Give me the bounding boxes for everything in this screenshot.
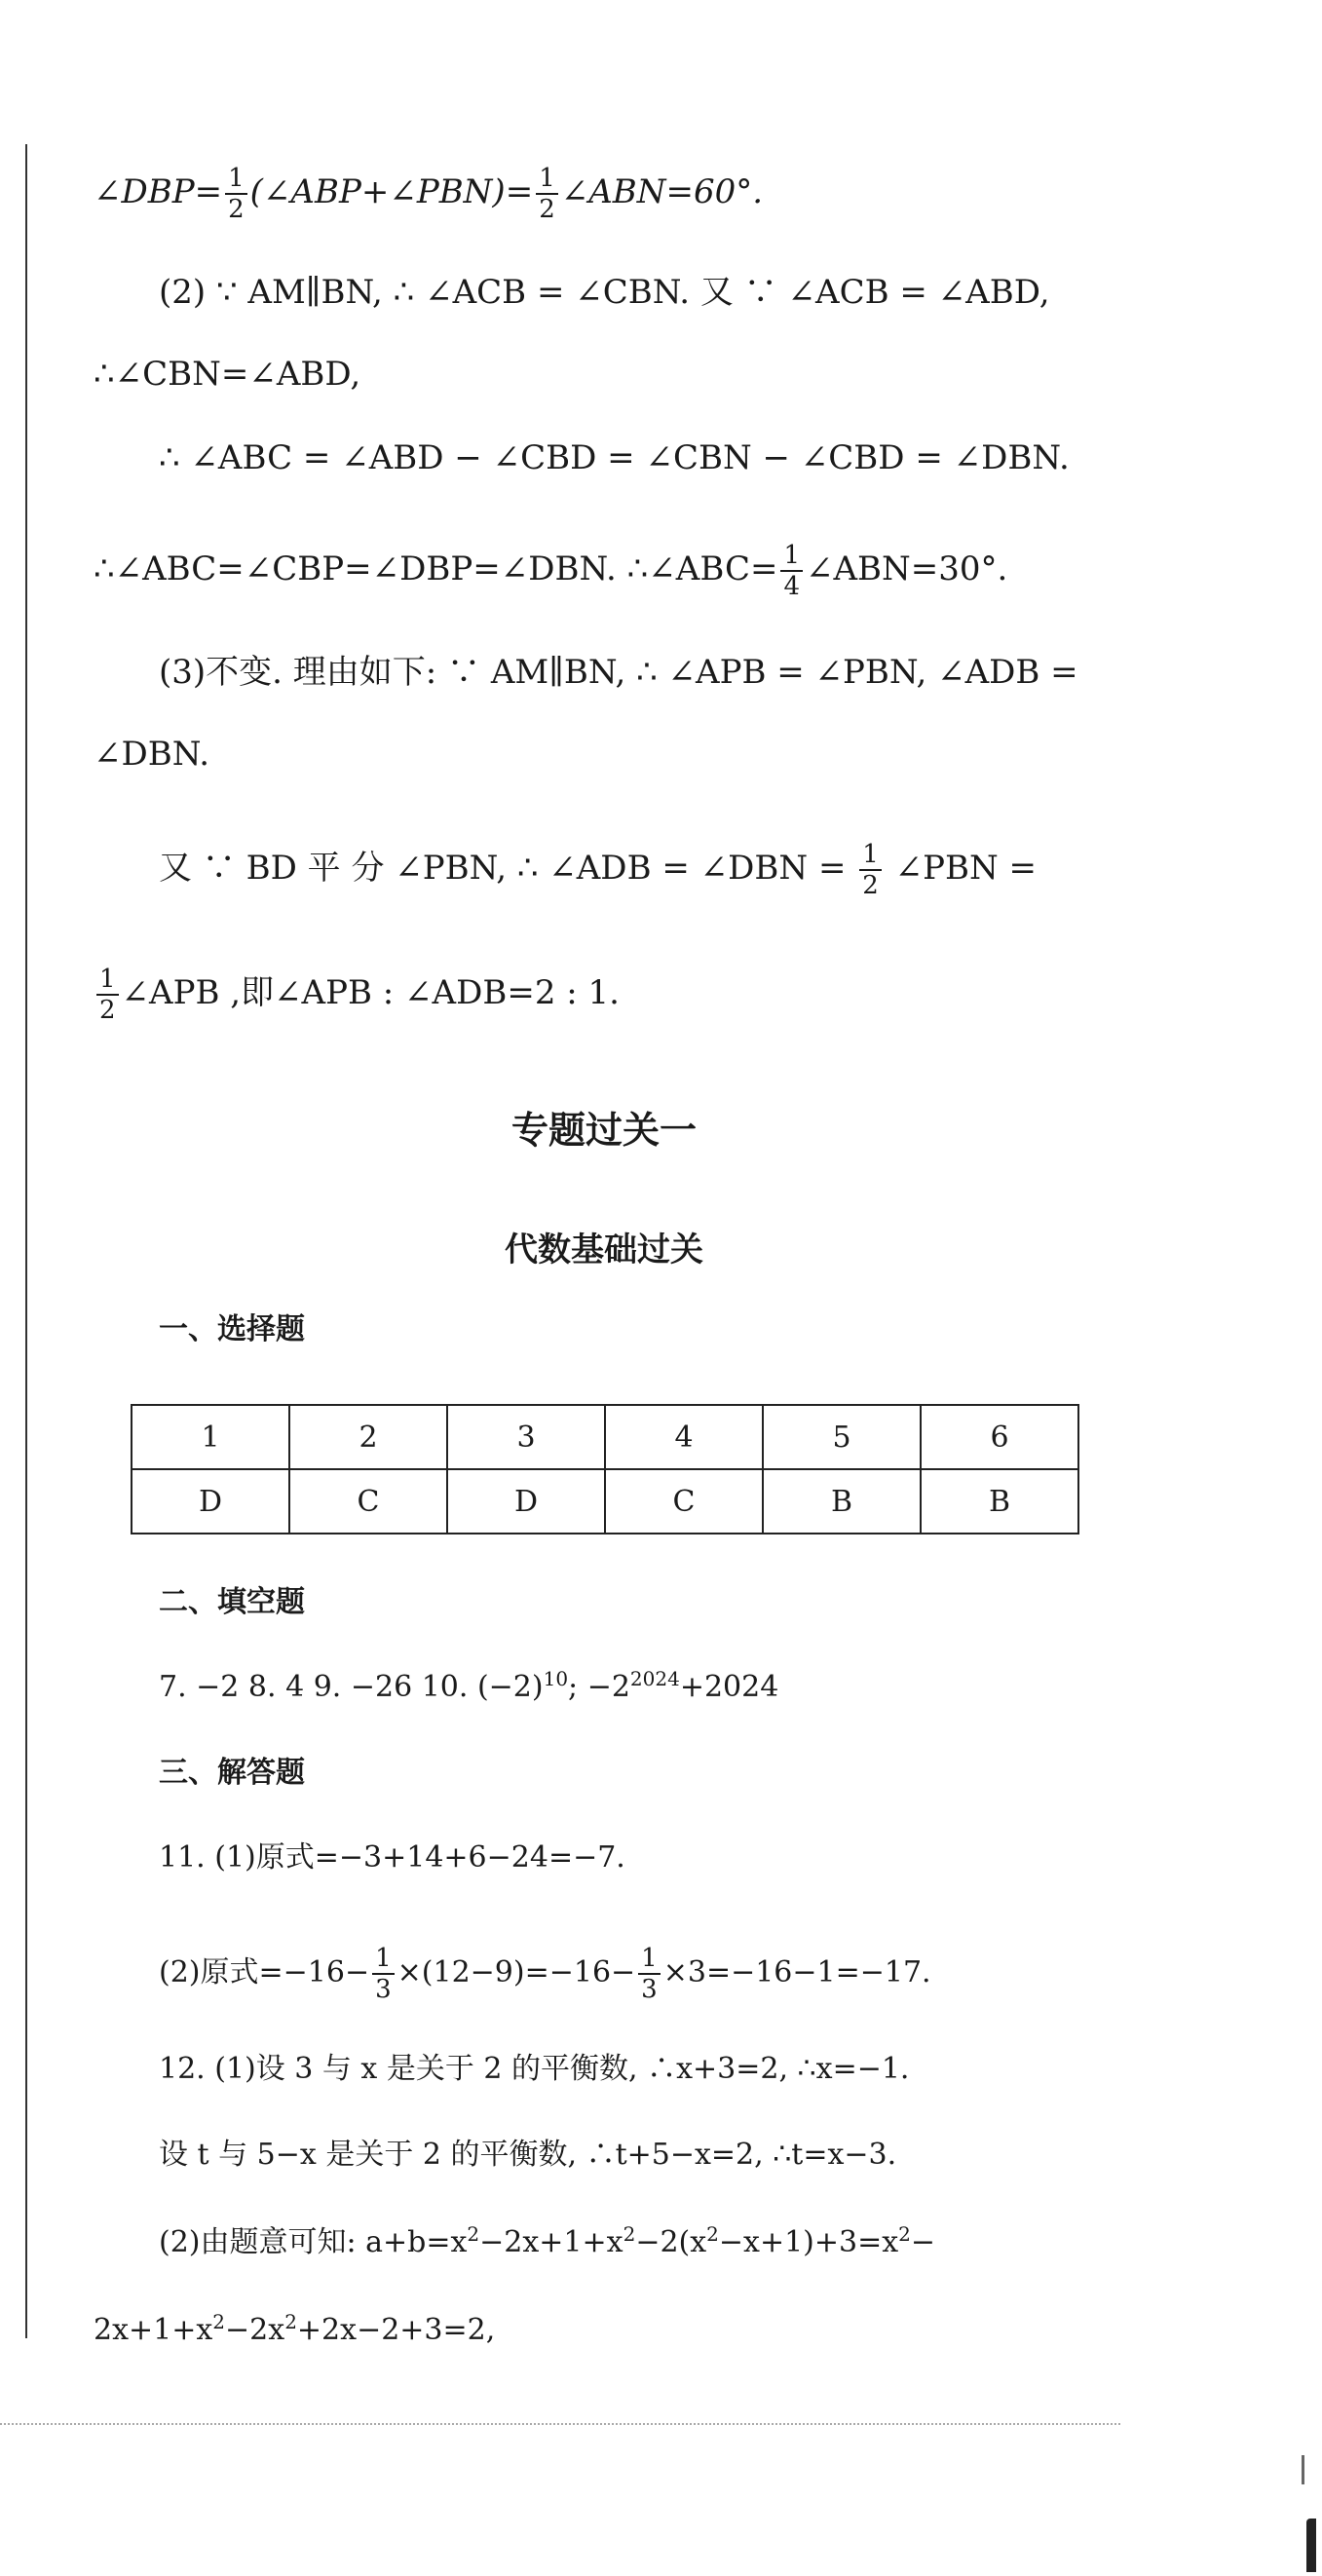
page-bottom-dotted-divider [0,2423,1120,2425]
exponent: 10 [543,1667,569,1690]
fraction-numerator: 1 [536,164,558,195]
fraction-numerator: 1 [859,840,882,871]
angle-result: ∠ABN=60°. [560,172,764,211]
angle-result: ∠ABN=30°. [806,549,1008,588]
bisector-statement: 又 ∵ BD 平 分 ∠PBN, ∴ ∠ADB = ∠DBN = [159,849,857,888]
fraction-half [536,164,558,224]
expression-text: ×(12−9)=−16− [397,1955,636,1989]
q11-part2 [159,1944,931,2004]
fraction-third [638,1944,661,2004]
fraction-half [225,164,247,224]
answer-table [131,1404,1079,1534]
q12-part1-line1: 12. (1)设 3 与 x 是关于 2 的平衡数, ∴x+3=2, ∴x=−1. [159,2052,910,2086]
fraction-denominator: 2 [539,195,555,224]
expression-text: (2)原式=−16− [159,1955,370,1989]
expression-text: (2)由题意可知: a+b=x [159,2225,468,2259]
exponent: 2 [467,2222,480,2246]
topic-title: 专题过关一 [510,1109,697,1152]
table-cell: 6 [921,1405,1078,1469]
expression-text: − [910,2225,936,2259]
table-row-numbers [132,1405,1078,1469]
fill-answer-text: ; −2 [568,1670,630,1704]
fraction-numerator: 1 [96,965,119,996]
fraction-denominator: 2 [228,195,245,224]
angle-sum-expression: (∠ABP+∠PBN)= [249,172,534,211]
exponent: 2 [623,2222,636,2246]
fraction-denominator: 2 [862,871,879,900]
fraction-numerator: 1 [780,541,803,572]
table-cell: B [921,1469,1078,1534]
q11-part1: 11. (1)原式=−3+14+6−24=−7. [159,1840,625,1875]
q12-part1-line2: 设 t 与 5−x 是关于 2 的平衡数, ∴t+5−x=2, ∴t=x−3. [159,2138,897,2172]
solution-line-2: (2) ∵ AM∥BN, ∴ ∠ACB = ∠CBN. 又 ∵ ∠ACB = ∠ABD, [159,273,1050,312]
fraction-denominator: 3 [641,1975,658,2004]
solution-line-5 [94,541,1007,601]
ratio-conclusion: ∠APB ,即∠APB : ∠ADB=2 : 1. [121,973,620,1012]
fraction-numerator: 1 [372,1944,395,1975]
expression-text: −2x [225,2313,285,2347]
angle-chain: ∴∠ABC=∠CBP=∠DBP=∠DBN. ∴∠ABC= [94,549,778,588]
table-cell: 4 [605,1405,763,1469]
fraction-denominator: 2 [99,996,116,1025]
table-cell: D [132,1469,289,1534]
table-cell: C [289,1469,447,1534]
solution-line-4: ∴ ∠ABC = ∠ABD − ∠CBD = ∠CBN − ∠CBD = ∠DBN. [159,438,1070,477]
table-cell: 2 [289,1405,447,1469]
expression-text: ×3=−16−1=−17. [662,1955,931,1989]
fraction-third [372,1944,395,2004]
expression-text: −2x+1+x [479,2225,623,2259]
solution-line-8 [159,840,1037,900]
q12-part2-line1 [159,2221,935,2264]
page-edge-mark [1306,2519,1316,2572]
exponent: 2 [898,2222,911,2246]
fraction-half [859,840,882,900]
equals-sign: = [194,172,223,211]
expression-text: −x+1)+3=x [718,2225,899,2259]
solution-line-6: (3)不变. 理由如下: ∵ AM∥BN, ∴ ∠APB = ∠PBN, ∠ADB = [159,653,1078,692]
expression-text: 2x+1+x [94,2313,213,2347]
fill-answers [159,1666,778,1709]
table-cell: B [763,1469,921,1534]
section-heading-choice: 一、选择题 [159,1312,305,1346]
solution-line-1 [94,164,763,224]
solution-line-7: ∠DBN. [94,735,210,774]
exponent: 2 [284,2310,297,2333]
fraction-numerator: 1 [638,1944,661,1975]
q12-part2-line2 [94,2309,495,2352]
expression-text: +2x−2+3=2, [296,2313,496,2347]
angle-expression: ∠PBN = [884,849,1038,888]
fill-answer-text: 7. −2 8. 4 9. −26 10. (−2) [159,1670,544,1704]
table-cell: D [447,1469,605,1534]
table-cell: 1 [132,1405,289,1469]
exponent: 2 [212,2310,226,2333]
page-edge-mark [1302,2455,1304,2484]
expression-text: −2(x [635,2225,707,2259]
subtitle: 代数基础过关 [505,1231,703,1269]
table-row-answers [132,1469,1078,1534]
section-heading-solve: 三、解答题 [159,1756,305,1790]
section-heading-fill: 二、填空题 [159,1585,305,1619]
table-cell: C [605,1469,763,1534]
solution-line-3: ∴∠CBN=∠ABD, [94,355,361,394]
table-cell: 5 [763,1405,921,1469]
fraction-quarter [780,541,803,601]
fraction-numerator: 1 [225,164,247,195]
table-cell: 3 [447,1405,605,1469]
angle-expression: ∠DBP [94,172,195,211]
fraction-denominator: 3 [375,1975,392,2004]
exponent: 2 [706,2222,719,2246]
solution-line-9 [94,965,620,1025]
fraction-denominator: 4 [783,572,801,601]
exponent: 2024 [629,1667,680,1690]
fill-answer-text: +2024 [679,1670,779,1704]
fraction-half [96,965,119,1025]
